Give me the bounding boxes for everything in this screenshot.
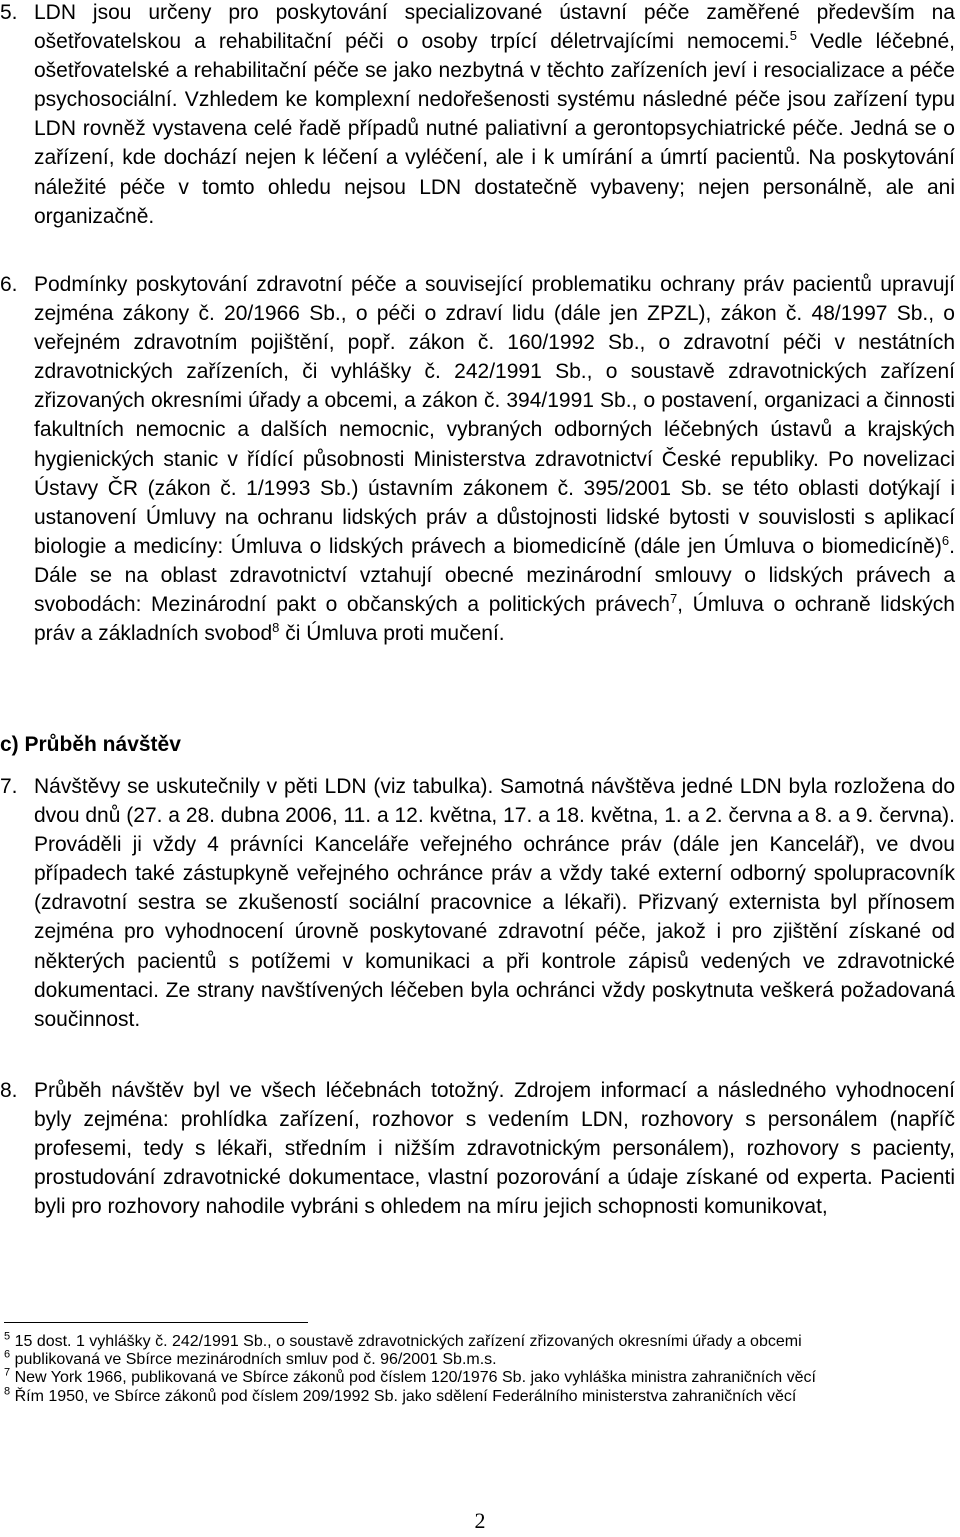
footnote-ref-7: 7 [669,591,678,607]
footnote-ref-6: 6 [941,532,950,548]
footnote-ref-5: 5 [789,28,797,44]
page-number: 2 [474,1508,486,1533]
paragraph-text: Průběh návštěv byl ve všech léčebnách totožný. Zdrojem informací a následného vyhodnocení byly zejména: prohlídka zařízení, rozhovor s vedením LDN, rozhovory s personálem (napříč profesemi, tedy s lékaři, středním i nižším zdravotnickým personálem), rozhovory s pacienty, prostudování zdravotnické dokumentace, vlastní pozorování a údaje získané od experta. Pacienti byli pro rozhovory nahodile vybráni s ohledem na míru jejich schopnosti komunikovat, [34,1079,955,1219]
paragraph-8 [0,1076,955,1221]
paragraph-text: Návštěvy se uskutečnily v pěti LDN (viz tabulka). Samotná návštěva jedné LDN byla rozložena do dvou dnů (27. a 28. dubna 2006, 11. a 12. května, 17. a 18. května, 1. a 2. června a 8. a 9. června). Prováděli ji vždy 4 právníci Kanceláře veřejného ochránce práv (dále jen Kancelář), ve dvou případech také zástupkyně veřejného ochránce práv a vždy také externí odborný spolupracovník (zdravotní sestra se zkušeností sociální pracovnice a lékaři). Přizvaný externista byl přínosem zejména pro vyhodnocení úrovně poskytované zdravotní péče, jakož i pro zjištění získané od některých pacientů s potížemi v komunikaci a při kontrole zápisů vedených ve zdravotnické dokumentaci. Ze strany navštívených léčeben byla ochránci vždy poskytnuta veškerá požadovaná součinnost. [34,775,955,1031]
paragraph-number: 7. [0,775,18,798]
footnote-separator [4,1322,308,1323]
paragraph-text: LDN jsou určeny pro poskytování specializované ústavní péče zaměřené především na ošetřovatelskou a rehabilitační péči o osoby trpící déletrvajícími nemocemi.$^5$ Vedle léčebné, ošetřovatelské a rehabilitační péče se jako nezbytná v těchto zařízeních jeví i resocializace a péče psychosociální. Vzhledem ke komplexní nedořešenosti systému následné péče jsou zařízení typu LDN rovněž vystavena celé řadě případů nutné paliativní a gerontopsychiatrické péče. Jedná se o zařízení, kde dochází nejen k léčení a vyléčení, ale i k umírání a úmrtí pacientů. Na poskytování náležité péče v tomto ohledu nejsou LDN dostatečně vybaveny; nejen personálně, ale ani organizačně. [34,1,955,228]
paragraph-text: Podmínky poskytování zdravotní péče a související problematiku ochrany práv pacientů upravují zejména zákony č. 20/1966 Sb., o péči o zdraví lidu (dále jen ZPZL), zákon č. 48/1997 Sb., o veřejném zdravotním pojištění, popř. zákon č. 160/1992 Sb., o zdravotní péči v nestátních zdravotnických zařízeních, či vyhlášky č. 242/1991 Sb., o soustavě zdravotnických zařízení zřizovaných okresními úřady a obcemi, a zákon č. 394/1991 Sb., o postavení, organizaci a činnosti fakultních nemocnic a dalších nemocnic, vybraných odborných léčebných ústavů a krajských hygienických stanic v řídící působnosti Ministerstva zdravotnictví České republiky. Po novelizaci Ústavy ČR (zákon č. 1/1993 Sb.) ústavním zákonem č. 395/2001 Sb. se této oblasti dotýkají i ustanovení Úmluvy na ochranu lidských práv a důstojnosti lidské bytosti v souvislosti s aplikací biologie a medicíny: Úmluva o lidských právech a biomedicíně (dále jen Úmluva o biomedicíně)$^6$. Dále se na oblast zdravotnictví vztahují obecné mezinárodní smlouvy o lidských právech a svobodách: Mezinárodní pakt o občanských a politických právech$^7$, Úmluva o ochraně lidských práv a základních svobod$^8$ či Úmluva proti mučení. [34,273,955,646]
paragraph-6 [0,270,955,648]
footnote-5: $^5$ 15 dost. 1 vyhlášky č. 242/1991 Sb., o soustavě zdravotnických zařízení zřizovaných okresními úřady a obcemi [4,1330,802,1350]
paragraph-7 [0,772,955,1034]
footnote-6: $^6$ publikovaná ve Sbírce mezinárodních smluv pod č. 96/2001 Sb.m.s. [4,1348,497,1369]
footnote-7: $^7$ New York 1966, publikovaná ve Sbírce zákonů pod číslem 120/1976 Sb. jako vyhláška ministra zahraničních věcí [4,1367,816,1387]
paragraph-5 [0,0,955,231]
paragraph-number: 5. [0,1,18,24]
footnote-8: $^8$ Řím 1950, ve Sbírce zákonů pod číslem 209/1992 Sb. jako sdělení Federálního ministerstva zahraničních věcí [4,1385,797,1405]
paragraph-number: 6. [0,273,18,296]
footnote-ref-8: 8 [272,620,280,636]
paragraph-number: 8. [0,1079,18,1102]
footnotes [4,1330,955,1406]
section-heading: c) Průběh návštěv [0,733,181,756]
